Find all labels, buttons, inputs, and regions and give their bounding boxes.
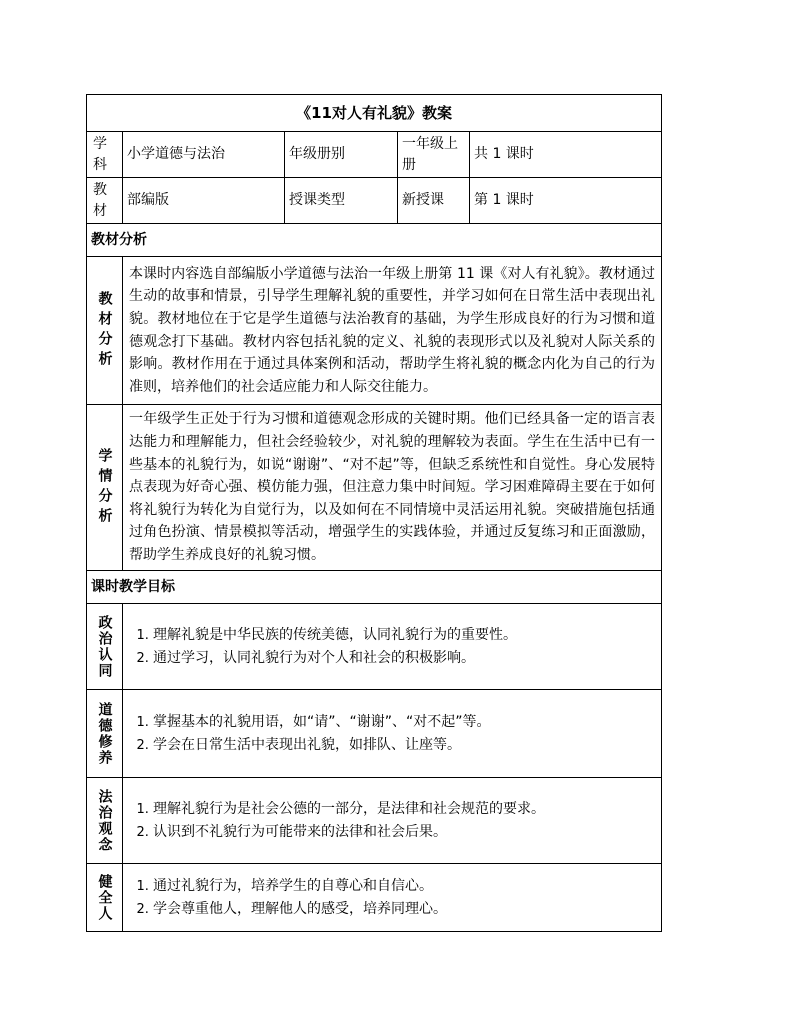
goal-point: 1. 理解礼貌行为是社会公德的一部分，是法律和社会规范的要求。 bbox=[153, 798, 657, 821]
goal-point: 1. 理解礼貌是中华民族的传统美德，认同礼貌行为的重要性。 bbox=[153, 624, 657, 647]
textbook-analysis-label: 教材分析 bbox=[87, 257, 123, 405]
student-analysis-row bbox=[87, 405, 662, 571]
lesson-type-label: 授课类型 bbox=[285, 178, 398, 224]
student-analysis-text: 一年级学生正处于行为习惯和道德观念形成的关键时期。他们已经具备一定的语言表达能力和理解能力，但社会经验较少，对礼貌的理解较为表面。学生在生活中已有一些基本的礼貌行为，如说“谢谢”、“对不起”等，但缺乏系统性和自觉性。身心发展特点表现为好奇心强、模仿能力强，但注意力集中时间短。学习困难障碍主要在于如何将礼貌行为转化为自觉行为，以及如何在不同情境中灵活运用礼貌。突破措施包括通过角色扮演、情景模拟等活动，增强学生的实践体验，并通过反复练习和正面激励，帮助学生养成良好的礼貌习惯。 bbox=[123, 405, 662, 571]
goal-point: 1. 通过礼貌行为，培养学生的自尊心和自信心。 bbox=[153, 875, 657, 898]
goal-point: 2. 认识到不礼貌行为可能带来的法律和社会后果。 bbox=[153, 821, 657, 844]
grade-label: 年级册别 bbox=[285, 132, 398, 178]
analysis-section-header: 教材分析 bbox=[87, 224, 662, 257]
textbook-value: 部编版 bbox=[123, 178, 285, 224]
goal-points-political bbox=[123, 604, 662, 690]
goal-points-law bbox=[123, 778, 662, 864]
goal-points-personality bbox=[123, 864, 662, 932]
goal-row-personality bbox=[87, 864, 662, 932]
goal-label-political: 政治认同 bbox=[87, 604, 123, 690]
lesson-number-value: 第 1 课时 bbox=[470, 178, 662, 224]
page-title: 《11对人有礼貌》教案 bbox=[87, 95, 662, 132]
textbook-analysis-text: 本课时内容选自部编版小学道德与法治一年级上册第 11 课《对人有礼貌》。教材通过生动的故事和情景，引导学生理解礼貌的重要性，并学习如何在日常生活中表现出礼貌。教材地位在于它是学生道德与法治教育的基础，为学生形成良好的行为习惯和道德观念打下基础。教材内容包括礼貌的定义、礼貌的表现形式以及礼貌对人际关系的影响。教材作用在于通过具体案例和活动，帮助学生将礼貌的概念内化为自己的行为准则，培养他们的社会适应能力和人际交往能力。 bbox=[123, 257, 662, 405]
lesson-plan-table bbox=[86, 94, 662, 932]
goal-point: 2. 学会尊重他人，理解他人的感受，培养同理心。 bbox=[153, 898, 657, 921]
grade-value: 一年级上册 bbox=[398, 132, 470, 178]
info-row-textbook bbox=[87, 178, 662, 224]
goal-row-moral bbox=[87, 690, 662, 778]
lesson-type-value: 新授课 bbox=[398, 178, 470, 224]
goal-label-moral: 道德修养 bbox=[87, 690, 123, 778]
subject-value: 小学道德与法治 bbox=[123, 132, 285, 178]
textbook-analysis-row bbox=[87, 257, 662, 405]
info-row-subject bbox=[87, 132, 662, 178]
goal-point: 2. 学会在日常生活中表现出礼貌，如排队、让座等。 bbox=[153, 734, 657, 757]
goal-points-moral bbox=[123, 690, 662, 778]
goal-point: 2. 通过学习，认同礼貌行为对个人和社会的积极影响。 bbox=[153, 647, 657, 670]
goal-label-law: 法治观念 bbox=[87, 778, 123, 864]
goal-label-personality: 健全人 bbox=[87, 864, 123, 932]
total-hours-value: 共 1 课时 bbox=[470, 132, 662, 178]
subject-label: 学科 bbox=[87, 132, 123, 178]
goal-row-political bbox=[87, 604, 662, 690]
goal-point: 1. 掌握基本的礼貌用语，如“请”、“谢谢”、“对不起”等。 bbox=[153, 711, 657, 734]
student-analysis-label: 学情分析 bbox=[87, 405, 123, 571]
goal-row-law bbox=[87, 778, 662, 864]
goals-section-header: 课时教学目标 bbox=[87, 571, 662, 604]
textbook-label: 教材 bbox=[87, 178, 123, 224]
